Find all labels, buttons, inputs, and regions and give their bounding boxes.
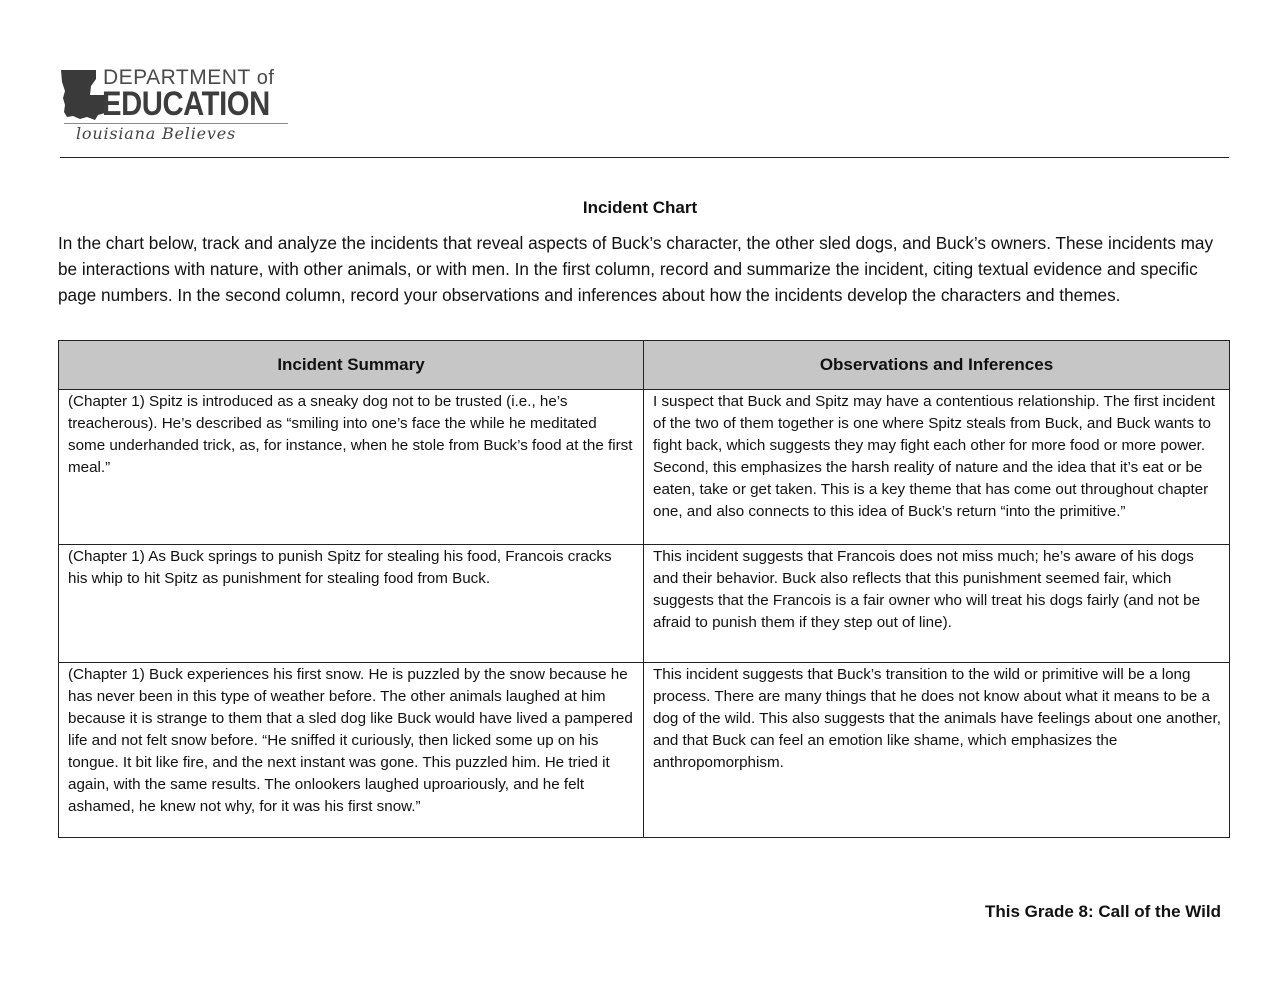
incident-summary-cell: (Chapter 1) As Buck springs to punish Spitz for stealing his food, Francois cracks his whip to hit Spitz as punishment for stealing food from Buck. xyxy=(59,545,644,663)
intro-paragraph: In the chart below, track and analyze the incidents that reveal aspects of Buck’s character, the other sled dogs, and Buck’s owners. These incidents may be interactions with nature, with other animals, or with men. In the first column, record and summarize the incident, citing textual evidence and specific page numbers. In the second column, record your observations and inferences about how the incidents develop the characters and themes. xyxy=(58,233,1214,305)
incident-summary-cell: (Chapter 1) Spitz is introduced as a sneaky dog not to be trusted (i.e., he’s treacherous). He’s described as “smiling into one’s face the while he meditated some underhanded trick, as, for instance, when he stole from Buck’s food at the first meal.” xyxy=(59,390,644,545)
logo-education-text: EDUCATION xyxy=(102,85,270,123)
column-header-incident-summary: Incident Summary xyxy=(59,341,644,390)
observation-cell: This incident suggests that Buck’s transition to the wild or primitive will be a long process. There are many things that he does not know about what it means to be a dog of the wild. This also suggests that the animals have feelings about one another, and that Buck can feel an emotion like shame, which emphasizes the anthropomorphism. xyxy=(644,663,1230,838)
page-title: Incident Chart xyxy=(582,198,698,217)
table-header-row xyxy=(59,341,1230,390)
table-row xyxy=(59,663,1230,838)
header-divider xyxy=(60,157,1229,158)
table-row xyxy=(59,545,1230,663)
logo-department-text: DEPARTMENT of xyxy=(103,66,275,89)
incident-chart-table xyxy=(58,340,1230,838)
louisiana-state-shape-icon xyxy=(60,69,108,121)
column-header-observations: Observations and Inferences xyxy=(644,341,1230,390)
incident-summary-cell: (Chapter 1) Buck experiences his first snow. He is puzzled by the snow because he has never been in this type of weather before. The other animals laughed at him because it is strange to them that a sled dog like Buck would have lived a pampered life and not felt snow before. “He sniffed it curiously, then licked some up on his tongue. It bit like fire, and the next instant was gone. This puzzled him. He tried it again, with the same results. The onlookers laughed uproariously, and he felt ashamed, he knew not why, for it was his first snow.” xyxy=(59,663,644,838)
department-of-education-logo xyxy=(60,66,292,150)
table-row xyxy=(59,390,1230,545)
logo-tagline: louisiana Believes xyxy=(76,124,237,143)
observation-cell: This incident suggests that Francois does not miss much; he’s aware of his dogs and their behavior. Buck also reflects that this punishment seemed fair, which suggests that the Francois is a fair owner who will treat his dogs fairly (and not be afraid to punish them if they step out of line). xyxy=(644,545,1230,663)
footer-course-label: This Grade 8: Call of the Wild xyxy=(985,902,1221,921)
observation-cell: I suspect that Buck and Spitz may have a contentious relationship. The first incident of the two of them together is one where Spitz steals from Buck, and Buck wants to fight back, which suggests they may fight each other for more food or more power. Second, this emphasizes the harsh reality of nature and the idea that it’s eat or be eaten, take or get taken. This is a key theme that has come out throughout chapter one, and also connects to this idea of Buck’s return “into the primitive.” xyxy=(644,390,1230,545)
